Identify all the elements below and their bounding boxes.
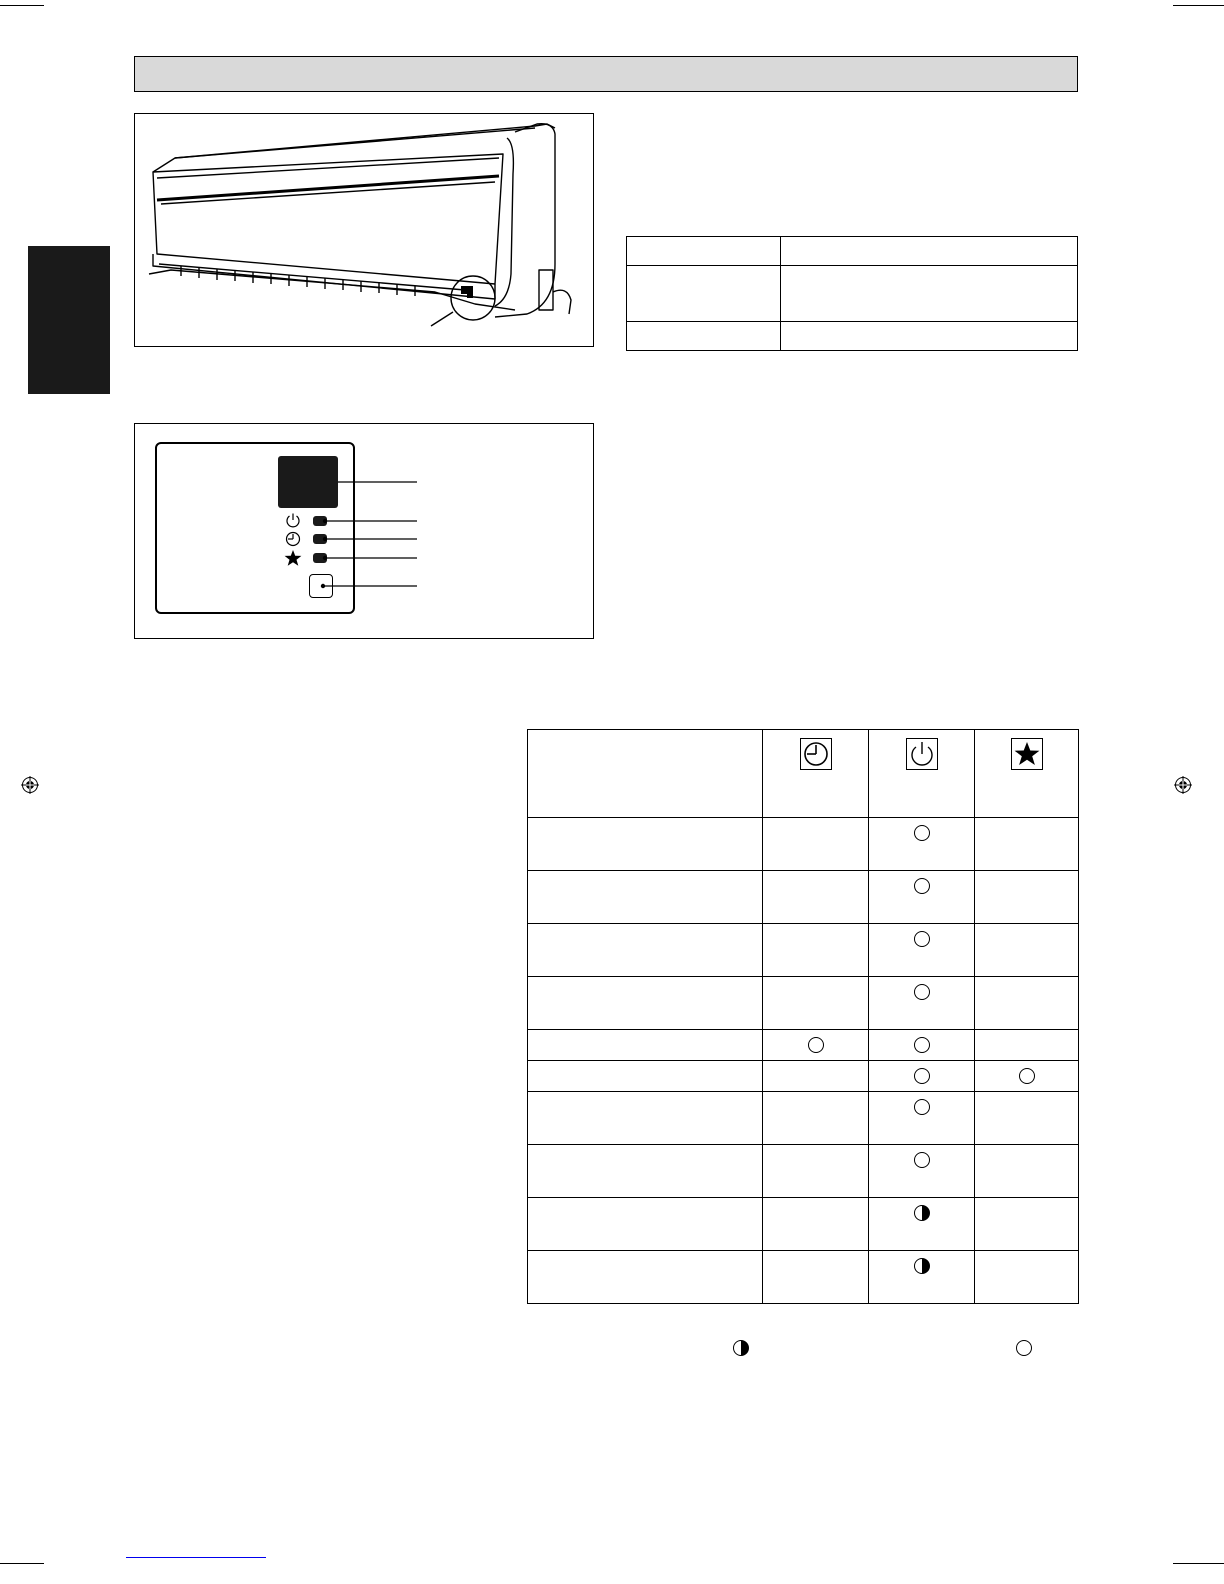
- power-on-icon: [914, 1037, 930, 1053]
- info-cell-right: [781, 322, 1078, 351]
- info-cell-right: [781, 237, 1078, 266]
- table-row: [528, 1198, 1079, 1251]
- leader-lines: [135, 424, 593, 638]
- crop-mark-top-right: [1173, 5, 1224, 6]
- star-status-cell: [975, 924, 1079, 977]
- timer-on-icon: [808, 1037, 824, 1053]
- timer-icon: [800, 738, 832, 770]
- timer-status-cell: [763, 1145, 869, 1198]
- side-language-tab: [28, 246, 110, 394]
- table-row: [528, 924, 1079, 977]
- crop-mark-bottom-right: [1173, 1563, 1224, 1564]
- power-status-cell: [869, 924, 975, 977]
- power-blink-icon: [914, 1258, 930, 1274]
- status-row-label: [528, 977, 763, 1030]
- status-row-label: [528, 1092, 763, 1145]
- star-on-icon: [1019, 1068, 1035, 1084]
- power-status-cell: [869, 977, 975, 1030]
- status-row-label: [528, 1198, 763, 1251]
- footer-link-underline[interactable]: [126, 1557, 266, 1558]
- status-row-label: [528, 1145, 763, 1198]
- control-panel-figure: [134, 423, 594, 639]
- power-status-cell: [869, 1092, 975, 1145]
- star-status-cell: [975, 1251, 1079, 1304]
- registration-mark-left: [21, 776, 39, 794]
- crop-mark-bottom-left: [0, 1563, 44, 1564]
- power-on-icon: [914, 878, 930, 894]
- table-row: [528, 1251, 1079, 1304]
- timer-status-cell: [763, 1198, 869, 1251]
- power-status-cell: [869, 871, 975, 924]
- crop-mark-top-left: [0, 5, 44, 6]
- header-timer-cell: [763, 730, 869, 818]
- power-on-icon: [914, 931, 930, 947]
- table-row: [528, 1145, 1079, 1198]
- power-status-cell: [869, 1251, 975, 1304]
- power-blink-icon: [914, 1205, 930, 1221]
- header-power-cell: [869, 730, 975, 818]
- half-circle-icon: [733, 1340, 749, 1356]
- power-status-cell: [869, 1061, 975, 1092]
- star-status-cell: [975, 1145, 1079, 1198]
- power-on-icon: [914, 825, 930, 841]
- power-icon: [906, 738, 938, 770]
- indoor-unit-figure: [134, 113, 594, 347]
- timer-status-cell: [763, 924, 869, 977]
- status-row-label: [528, 1251, 763, 1304]
- power-on-icon: [914, 984, 930, 1000]
- info-cell-left: [627, 322, 781, 351]
- table-row: [627, 322, 1078, 351]
- timer-status-cell: [763, 818, 869, 871]
- registration-mark-right: [1174, 776, 1192, 794]
- timer-status-cell: [763, 1251, 869, 1304]
- timer-status-cell: [763, 1061, 869, 1092]
- star-status-cell: [975, 1061, 1079, 1092]
- table-row: [528, 1061, 1079, 1092]
- timer-status-cell: [763, 871, 869, 924]
- header-star-cell: [975, 730, 1079, 818]
- power-on-icon: [914, 1068, 930, 1084]
- timer-status-cell: [763, 1030, 869, 1061]
- table-row: [627, 237, 1078, 266]
- table-row: [528, 1030, 1079, 1061]
- star-status-cell: [975, 1198, 1079, 1251]
- table-row: [528, 977, 1079, 1030]
- status-header-label: [528, 730, 763, 818]
- table-row: [528, 1092, 1079, 1145]
- power-status-cell: [869, 1198, 975, 1251]
- section-header-bar: [134, 56, 1078, 92]
- power-status-cell: [869, 1030, 975, 1061]
- indoor-unit-illustration: [135, 114, 593, 346]
- info-cell-right: [781, 266, 1078, 322]
- table-row: [528, 871, 1079, 924]
- star-status-cell: [975, 818, 1079, 871]
- power-status-cell: [869, 1145, 975, 1198]
- table-row: [627, 266, 1078, 322]
- star-status-cell: [975, 977, 1079, 1030]
- timer-status-cell: [763, 977, 869, 1030]
- indicator-status-table: [527, 729, 1079, 1304]
- table-header-row: [528, 730, 1079, 818]
- info-cell-left: [627, 266, 781, 322]
- circle-icon: [1016, 1340, 1032, 1356]
- timer-status-cell: [763, 1092, 869, 1145]
- star-status-cell: [975, 871, 1079, 924]
- status-row-label: [528, 1030, 763, 1061]
- status-row-label: [528, 1061, 763, 1092]
- star-icon: [1011, 738, 1043, 770]
- status-row-label: [528, 924, 763, 977]
- info-table: [626, 236, 1078, 351]
- status-row-label: [528, 818, 763, 871]
- star-status-cell: [975, 1092, 1079, 1145]
- info-cell-left: [627, 237, 781, 266]
- status-row-label: [528, 871, 763, 924]
- power-status-cell: [869, 818, 975, 871]
- power-on-icon: [914, 1099, 930, 1115]
- star-status-cell: [975, 1030, 1079, 1061]
- table-row: [528, 818, 1079, 871]
- power-on-icon: [914, 1152, 930, 1168]
